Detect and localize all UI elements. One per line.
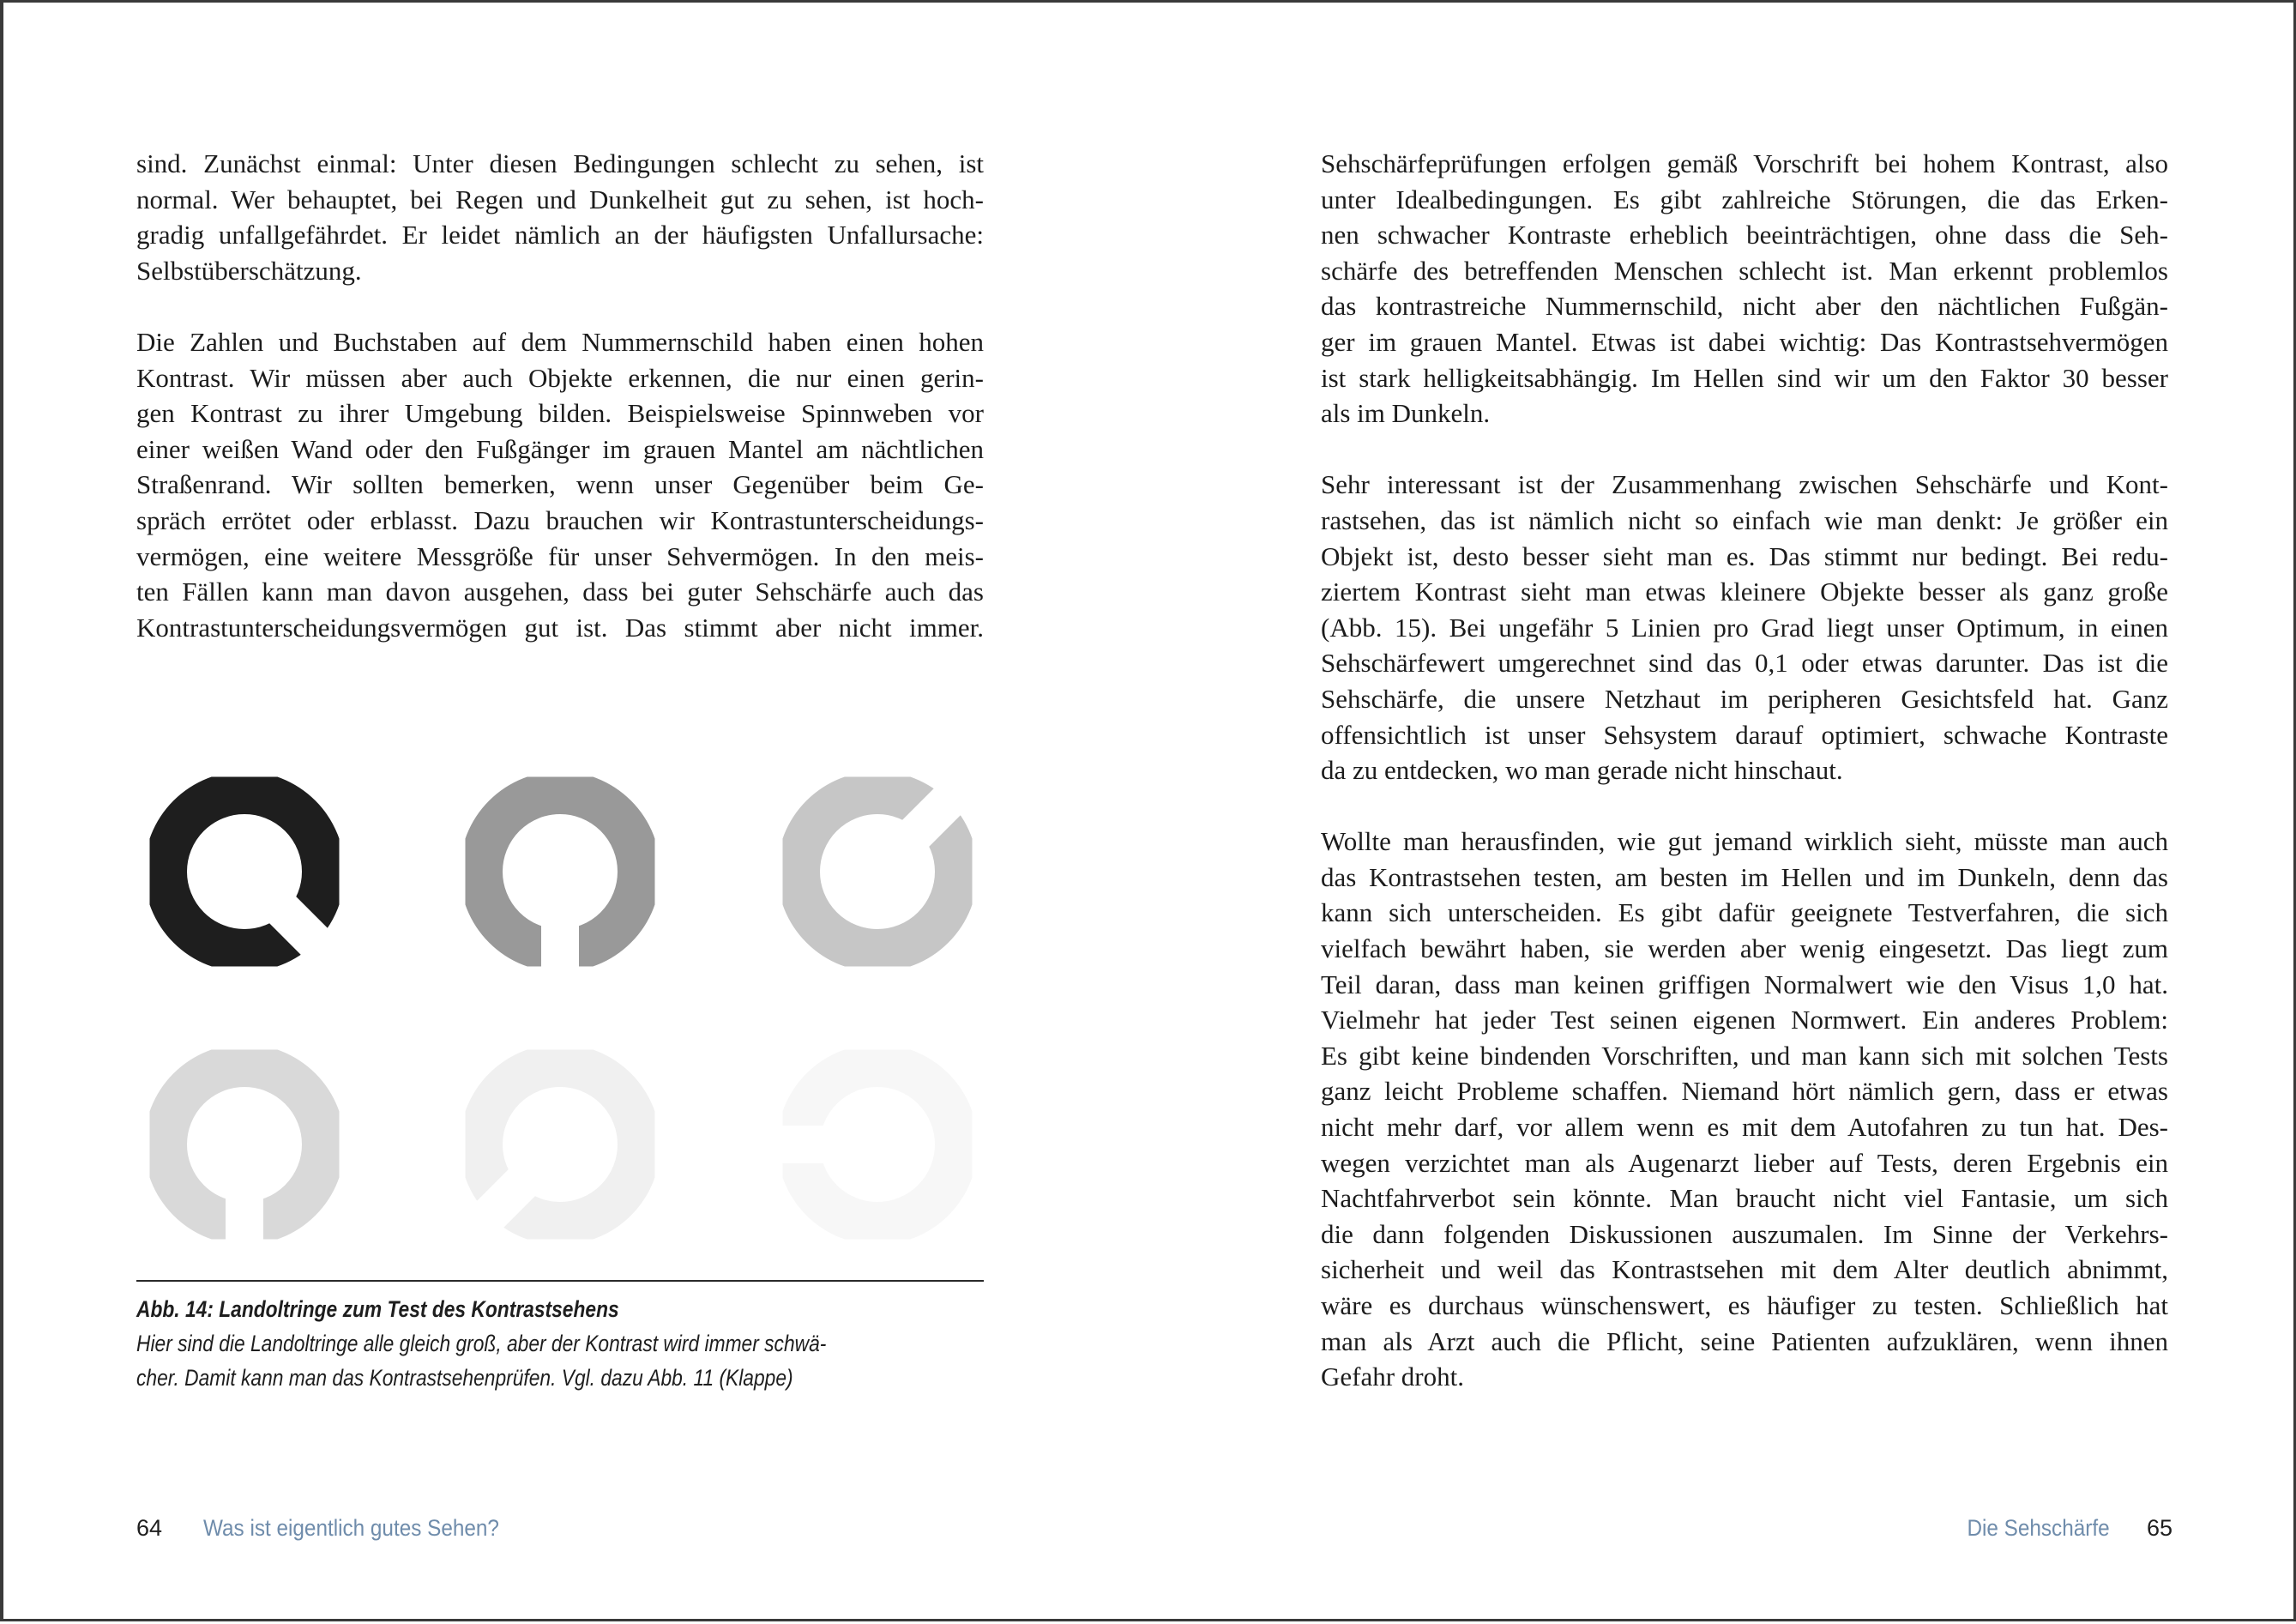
text-line: Sehschärfe, die unsere Netzhaut im peripheren Gesichtsfeld hat. Ganz [1321, 683, 2168, 714]
text-line: vermögen, eine weitere Messgröße für unser Sehvermögen. In den meis- [136, 540, 984, 571]
text-line: Selbstüberschätzung. [136, 255, 362, 286]
text-line: ten Fällen kann man davon ausgehen, dass bei guter Sehschärfe auch das [136, 577, 984, 607]
paragraph [1321, 146, 2168, 432]
text-line: Wollte man herausfinden, wie gut jemand wirklich sieht, müsste man auch [1321, 826, 2168, 857]
text-line: Teil daran, dass man keinen griffigen Normalwert wie den Visus 1,0 hat. [1321, 969, 2168, 999]
text-line: Kontrastunterscheidungsvermögen gut ist. Das stimmt aber nicht immer. [136, 612, 984, 643]
caption-text-line: Hier sind die Landoltringe alle gleich groß, aber der Kontrast wird immer schwä- [136, 1331, 827, 1356]
text-line: gen Kontrast zu ihrer Umgebung bilden. Beispielsweise Spinnweben vor [136, 398, 984, 429]
landolt-ring-icon [143, 770, 346, 973]
running-head: Die Sehschärfe [1967, 1515, 2110, 1541]
text-line: ist stark helligkeitsabhängig. Im Hellen sind wir um den Faktor 30 besser [1321, 362, 2168, 393]
text-line: gradig unfallgefährdet. Er leidet nämlich an der häufigsten Unfallursache: [136, 220, 984, 251]
left-footer [136, 1514, 532, 1542]
text-line: schärfe des betreffenden Menschen schlecht ist. Man erkennt problemlos [1321, 255, 2168, 286]
right-body-text [1321, 146, 2168, 1395]
left-page [3, 3, 1151, 1624]
text-line: vielfach bewährt haben, sie werden aber wenig eingesetzt. Das liegt zum [1321, 933, 2168, 964]
page-number: 64 [136, 1515, 163, 1541]
text-line: einer weißen Wand oder den Fußgänger im grauen Mantel am nächtlichen [136, 433, 984, 464]
text-line: rastsehen, das ist nämlich nicht so einfach wie man denkt: Je größer ein [1321, 504, 2168, 535]
page-number: 65 [2146, 1515, 2172, 1541]
text-line: Sehschärfewert umgerechnet sind das 0,1 oder etwas darunter. Das ist die [1321, 648, 2168, 679]
text-line: kann sich unterscheiden. Es gibt dafür geeignete Testverfahren, die sich [1321, 897, 2168, 928]
text-line: ganz leicht Probleme schaffen. Niemand hört nämlich gern, dass er etwas [1321, 1076, 2168, 1107]
text-line: Gefahr droht. [1321, 1361, 1464, 1392]
text-line: sicherheit und weil das Kontrastsehen mit dem Alter deutlich abnimmt, [1321, 1254, 2168, 1285]
figure-caption [136, 1292, 865, 1395]
text-line: das kontrastreiche Nummernschild, nicht aber den nächtlichen Fußgän- [1321, 291, 2168, 322]
text-line: Sehr interessant ist der Zusammenhang zwischen Sehschärfe und Kont- [1321, 469, 2168, 500]
paragraph [136, 324, 984, 645]
text-line: nen schwacher Kontraste erheblich beeinträchtigen, ohne dass die Seh- [1321, 220, 2168, 251]
text-line: das Kontrastsehen testen, am besten im Hellen und im Dunkeln, denn das [1321, 861, 2168, 892]
text-line: die dann folgenden Diskussionen auszumalen. Im Sinne der Verkehrs- [1321, 1218, 2168, 1249]
text-line: Es gibt keine bindenden Vorschriften, und man kann sich mit solchen Tests [1321, 1040, 2168, 1071]
caption-divider [136, 1280, 984, 1282]
text-line: als im Dunkeln. [1321, 398, 1491, 429]
text-line: Objekt ist, desto besser sieht man es. Das stimmt nur bedingt. Bei redu- [1321, 540, 2168, 571]
text-line: spräch errötet oder erblasst. Dazu brauchen wir Kontrastunterscheidungs- [136, 504, 984, 535]
text-line: man als Arzt auch die Pflicht, seine Patienten aufzuklären, wenn ihnen [1321, 1325, 2168, 1356]
landolt-ring-icon [143, 1043, 346, 1246]
text-line: ziertem Kontrast sieht man etwas kleinere Objekte besser als ganz große [1321, 577, 2168, 607]
text-line: Nachtfahrverbot sein könnte. Man braucht nicht viel Fantasie, um sich [1321, 1183, 2168, 1214]
text-line: ger im grauen Mantel. Etwas ist dabei wichtig: Das Kontrastsehvermögen [1321, 326, 2168, 357]
text-line: Straßenrand. Wir sollten bemerken, wenn unser Gegenüber beim Ge- [136, 469, 984, 500]
paragraph [1321, 467, 2168, 788]
landolt-ring-icon [776, 770, 979, 973]
text-line: Die Zahlen und Buchstaben auf dem Nummernschild haben einen hohen [136, 326, 984, 357]
text-line: sind. Zunächst einmal: Unter diesen Bedingungen schlecht zu sehen, ist [136, 148, 984, 178]
right-footer [1951, 1514, 2172, 1542]
paragraph [1321, 824, 2168, 1395]
landolt-ring-icon [776, 1043, 979, 1246]
text-line: unter Idealbedingungen. Es gibt zahlreiche Störungen, die das Erken- [1321, 184, 2168, 214]
text-line: wegen verzichtet man als Augenarzt lieber auf Tests, deren Ergebnis ein [1321, 1147, 2168, 1178]
text-line: da zu entdecken, wo man gerade nicht hinschaut. [1321, 755, 1843, 786]
landolt-ring-icon [459, 770, 661, 973]
right-page [1151, 3, 2296, 1624]
landolt-rings-figure [136, 758, 984, 1255]
text-line: offensichtlich ist unser Sehsystem darauf optimiert, schwache Kontraste [1321, 719, 2168, 750]
caption-text-line: cher. Damit kann man das Kontrastsehenprüfen. Vgl. dazu Abb. 11 (Klappe) [136, 1365, 793, 1391]
landolt-ring-icon [459, 1043, 661, 1246]
text-line: nicht mehr darf, vor allem wenn es mit dem Autofahren zu tun hat. Des- [1321, 1112, 2168, 1143]
text-line: Vielmehr hat jeder Test seinen eigenen Normwert. Ein anderes Problem: [1321, 1005, 2168, 1035]
text-line: wäre es durchaus wünschenswert, es häufiger zu testen. Schließlich hat [1321, 1290, 2168, 1320]
left-body-text [136, 146, 984, 645]
text-line: Kontrast. Wir müssen aber auch Objekte erkennen, die nur einen gerin- [136, 362, 984, 393]
running-head: Was ist eigentlich gutes Sehen? [202, 1515, 499, 1541]
caption-title: Abb. 14: Landoltringe zum Test des Kontrastsehens [136, 1296, 619, 1322]
text-line: (Abb. 15). Bei ungefähr 5 Linien pro Grad liegt unser Optimum, in einen [1321, 612, 2168, 643]
text-line: normal. Wer behauptet, bei Regen und Dunkelheit gut zu sehen, ist hoch- [136, 184, 984, 214]
text-line: Sehschärfeprüfungen erfolgen gemäß Vorschrift bei hohem Kontrast, also [1321, 148, 2168, 178]
paragraph [136, 146, 984, 288]
